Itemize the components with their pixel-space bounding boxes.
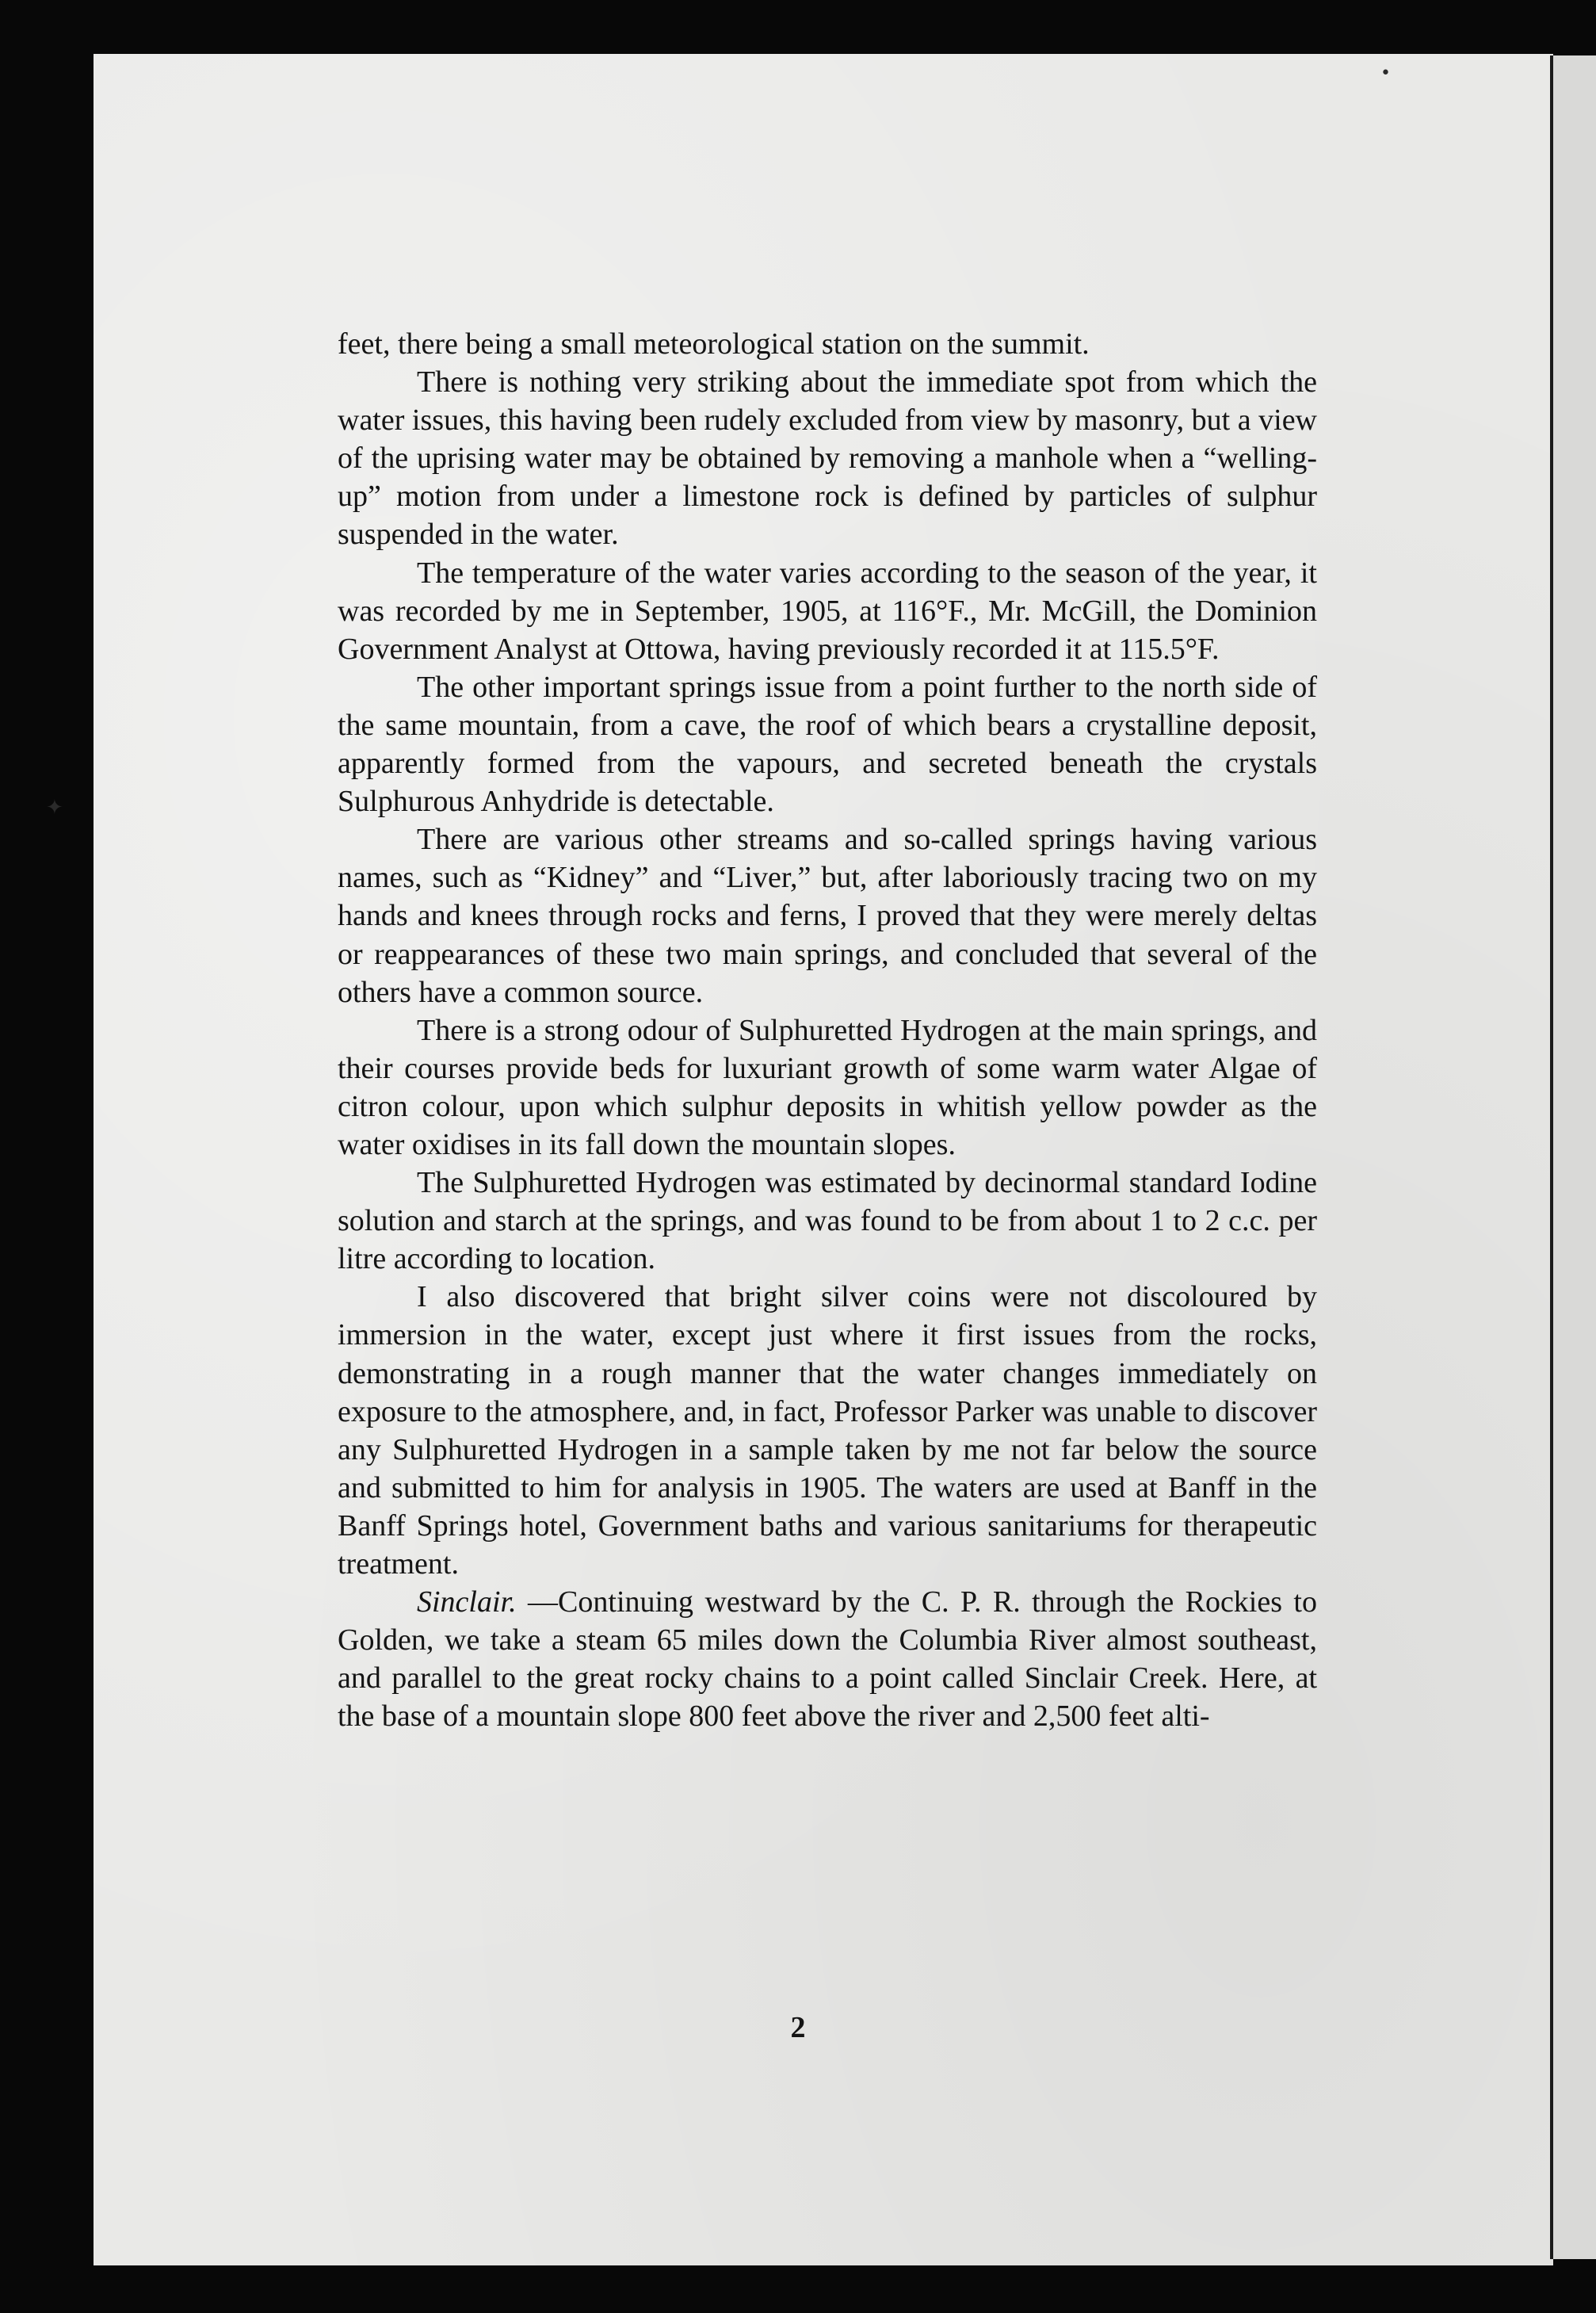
paragraph: I also discovered that bright silver coins were not discoloured by immersion in the water, except just where it first issues from the rocks, demonstrating in a rough manner that the water changes immediately on exposure to the atmosphere, and, in fact, Professor Parker was unable to discover any Sulphuretted Hydrogen in a sample taken by me not far below the source and submitted to him for analysis in 1905. The waters are used at Banff in the Banff Springs hotel, Government baths and various sanitariums for therapeutic treatment. (338, 1280, 1317, 1581)
body-text (338, 325, 1317, 1735)
paragraph: The temperature of the water varies according to the season of the year, it was recorded by me in September, 1905, at 116°F., Mr. McGill, the Dominion Government Analyst at Ottowa, having previously recorded it at 115.5°F. (338, 556, 1317, 666)
facing-page-edge (1553, 55, 1596, 2259)
paragraph: feet, there being a small meteorological station on the summit. (338, 327, 1090, 361)
paragraph: There is nothing very striking about the immediate spot from which the water issues, this having been rudely excluded from view by masonry, but a view of the uprising water may be obtained by removing a manhole when a “welling-up” motion from under a limestone rock is defined by particles of sulphur suspended in the water. (338, 365, 1317, 552)
paragraph: There are various other streams and so-called springs having various names, such as “Kidney” and “Liver,” but, after laboriously tracing two on my hands and knees through rocks and ferns, I proved that they were merely deltas or reappearances of these two main springs, and concluded that several of the others have a common source. (338, 823, 1317, 1009)
margin-speck: • (1380, 63, 1391, 83)
section-run-in-heading: Sinclair. (417, 1585, 517, 1619)
margin-speck: ✦ (46, 796, 63, 820)
paragraph-text: —Continuing westward by the C. P. R. through the Rockies to Golden, we take a steam 65 miles down the Columbia River almost southeast, and parallel to the great rocky chains to a point called Sinclair Creek. Here, at the base of a mountain slope 800 feet above the river and 2,500 feet alti- (338, 1585, 1317, 1734)
paragraph: The Sulphuretted Hydrogen was estimated by decinormal standard Iodine solution and starch at the springs, and was found to be from about 1 to 2 c.c. per litre according to location. (338, 1166, 1317, 1276)
paragraph-sinclair (338, 1583, 1317, 1735)
paragraph: The other important springs issue from a point further to the north side of the same mountain, from a cave, the roof of which bears a crystalline deposit, apparently formed from the vapours, and secreted beneath the crystals Sulphurous Anhydride is detectable. (338, 670, 1317, 819)
paragraph: There is a strong odour of Sulphuretted Hydrogen at the main springs, and their courses provide beds for luxuriant growth of some warm water Algae of citron colour, upon which sulphur deposits in whitish yellow powder as the water oxidises in its fall down the mountain slopes. (338, 1013, 1317, 1161)
page-number: 2 (790, 2011, 806, 2044)
